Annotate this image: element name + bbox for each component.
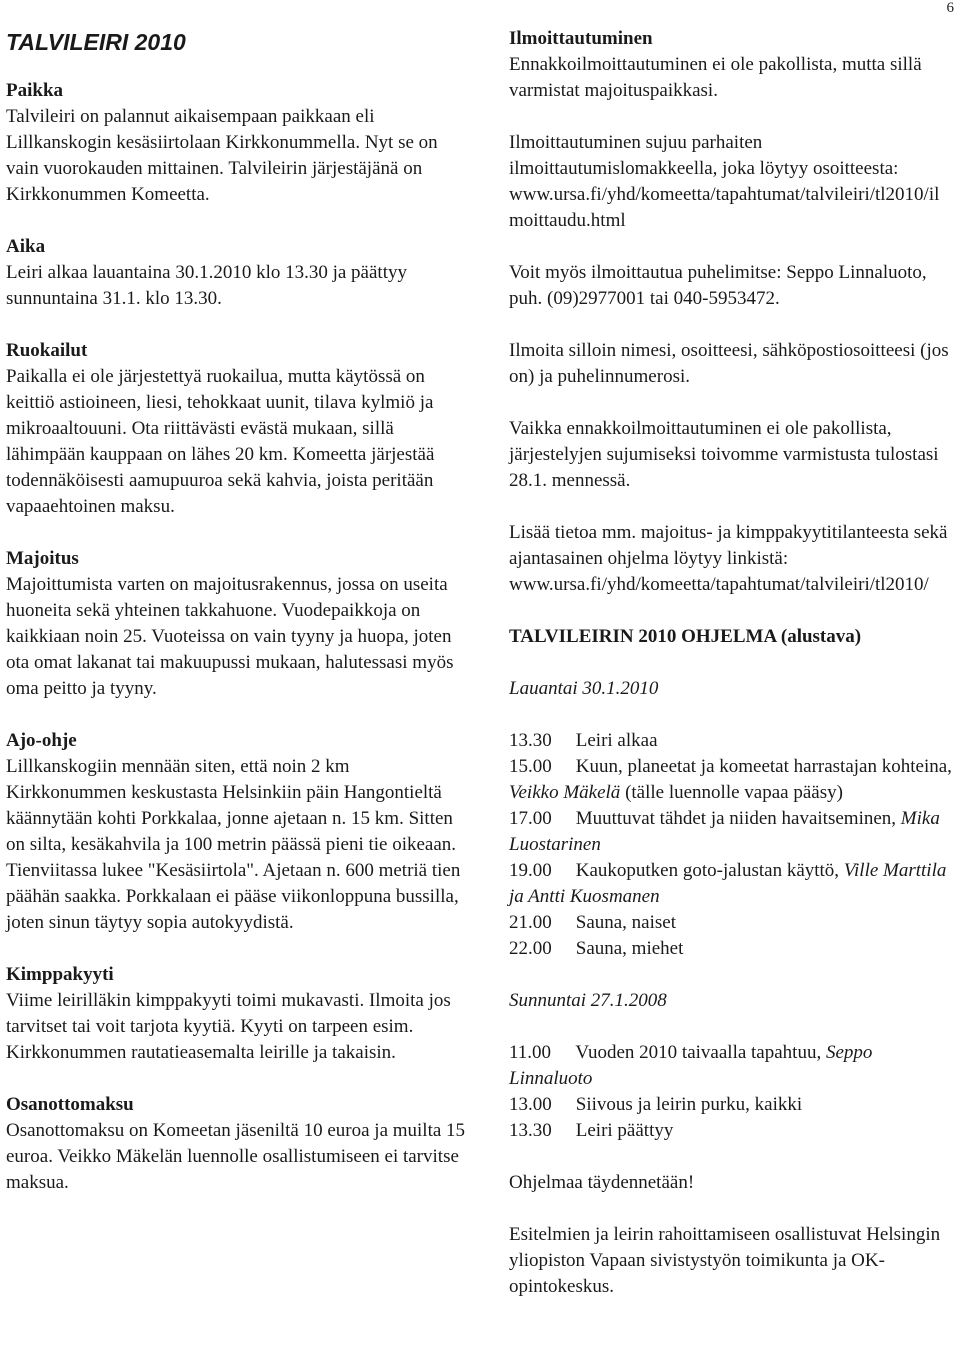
section-body: Leiri alkaa lauantaina 30.1.2010 klo 13.30 ja päättyy sunnuntaina 31.1. klo 13.30. xyxy=(6,262,407,309)
registration-phone-text: Voit myös ilmoittautua puhelimitse: Seppo Linnaluoto, puh. (09)2977001 tai 040-5953472. xyxy=(509,262,927,309)
section-ilmoittautuminen xyxy=(509,26,954,104)
registration-paragraph: Ennakkoilmoittautuminen ei ole pakollista, mutta sillä varmistat majoituspaikkasi. xyxy=(509,54,922,101)
schedule-time: 15.00 xyxy=(509,756,552,777)
schedule-time: 13.00 xyxy=(509,1094,552,1115)
sponsor-note-text: Esitelmien ja leirin rahoittamiseen osallistuvat Helsingin yliopiston Vapaan sivistystyön toimikunta ja OK-opintokeskus. xyxy=(509,1224,941,1297)
schedule-item xyxy=(509,1118,954,1144)
program-supplemented-note: Ohjelmaa täydennetään! xyxy=(509,1172,695,1193)
schedule-item xyxy=(509,858,954,910)
schedule-item xyxy=(509,1040,954,1092)
schedule-time: 13.30 xyxy=(509,730,552,751)
section-ruokailut xyxy=(6,338,468,520)
day1-schedule xyxy=(509,728,954,962)
schedule-time: 11.00 xyxy=(509,1042,552,1063)
registration-form-info xyxy=(509,130,954,234)
section-heading: Osanottomaksu xyxy=(6,1094,134,1115)
schedule-text: Muuttuvat tähdet ja niiden havaitseminen, xyxy=(575,808,897,829)
section-heading: Aika xyxy=(6,236,46,257)
section-heading: Majoitus xyxy=(6,548,79,569)
section-heading: Kimppakyyti xyxy=(6,964,114,985)
section-aika xyxy=(6,234,468,312)
schedule-text: Siivous ja leirin purku, kaikki xyxy=(575,1094,803,1115)
section-kimppakyyti xyxy=(6,962,468,1066)
schedule-item xyxy=(509,1092,954,1118)
article-title: TALVILEIRI 2010 xyxy=(6,29,186,55)
schedule-speaker: Mika Luostarinen xyxy=(509,808,940,855)
day2-title: Sunnuntai 27.1.2008 xyxy=(509,990,667,1011)
section-osanottomaksu xyxy=(6,1092,468,1196)
schedule-time: 17.00 xyxy=(509,808,552,829)
schedule-item xyxy=(509,910,954,936)
schedule-speaker: Veikko Mäkelä xyxy=(509,782,621,803)
registration-details-info xyxy=(509,338,954,390)
section-body: Osanottomaksu on Komeetan jäseniltä 10 euroa ja muilta 15 euroa. Veikko Mäkelän luennolle osallistumiseen ei tarvitse maksua. xyxy=(6,1120,466,1193)
left-column xyxy=(6,0,468,1222)
section-heading: Ilmoittautuminen xyxy=(509,28,653,49)
page-number: 6 xyxy=(946,0,954,16)
section-body: Talvileiri on palannut aikaisempaan paikkaan eli Lillkanskogin kesäsiirtolaan Kirkkonummella. Nyt se on vain vuorokauden mittainen. Talvileirin järjestäjänä on Kirkkonummen Komeetta. xyxy=(6,106,438,205)
schedule-text: Kaukoputken goto-jalustan käyttö, xyxy=(575,860,840,881)
schedule-text: Sauna, naiset xyxy=(575,912,677,933)
schedule-text: Kuun, planeetat ja komeetat harrastajan kohteina, xyxy=(575,756,952,777)
schedule-speaker: Ville Marttila ja Antti Kuosmanen xyxy=(509,860,947,907)
more-info-text: Lisää tietoa mm. majoitus- ja kimppakyytitilanteesta sekä ajantasainen ohjelma löytyy linkistä: xyxy=(509,522,948,569)
section-heading: Ruokailut xyxy=(6,340,88,361)
registration-deadline-text: Vaikka ennakkoilmoittautuminen ei ole pakollista, järjestelyjen sujumiseksi toivomme varmistusta tulostasi 28.1. mennessä. xyxy=(509,418,939,491)
section-majoitus xyxy=(6,546,468,702)
program-title: TALVILEIRIN 2010 OHJELMA (alustava) xyxy=(509,626,862,647)
more-info-url-link[interactable]: www.ursa.fi/yhd/komeetta/tapahtumat/talvileiri/tl2010/ xyxy=(509,574,929,595)
right-column xyxy=(509,0,954,1326)
registration-form-text: Ilmoittautuminen sujuu parhaiten ilmoittautumislomakkeella, joka löytyy osoitteesta: xyxy=(509,132,899,179)
schedule-note: (tälle luennolle vapaa pääsy) xyxy=(625,782,843,803)
section-body: Majoittumista varten on majoitusrakennus, jossa on useita huoneita sekä yhteinen takkahuone. Vuodepaikkoja on kaikkiaan noin 25. Vuoteissa on vain tyyny ja huopa, joten ota omat lakanat tai makuupussi mukaan, halutessasi myös oma peitto ja tyyny. xyxy=(6,574,454,699)
program-note xyxy=(509,1170,954,1196)
schedule-item xyxy=(509,936,954,962)
section-paikka xyxy=(6,78,468,208)
registration-url-link[interactable]: www.ursa.fi/yhd/komeetta/tapahtumat/talvileiri/tl2010/ilmoittaudu.html xyxy=(509,184,940,231)
registration-deadline-info xyxy=(509,416,954,494)
schedule-time: 22.00 xyxy=(509,938,552,959)
schedule-item xyxy=(509,806,954,858)
section-heading: Ajo-ohje xyxy=(6,730,77,751)
schedule-time: 13.30 xyxy=(509,1120,552,1141)
registration-phone-info xyxy=(509,260,954,312)
section-heading: Paikka xyxy=(6,80,64,101)
schedule-time: 21.00 xyxy=(509,912,552,933)
section-body: Lillkanskogiin mennään siten, että noin 2 km Kirkkonummen keskustasta Helsinkiin päin Hangontieltä käännytään kohti Porkkalaa, jonne ajetaan n. 15 km. Sitten on silta, kesäkahvila ja 100 metrin päässä pieni tie oikeaan. Tienviitassa lukee "Kesäsiirtola". Ajetaan n. 600 metriä tien päähän saakka. Porkkalaan ei pääse viikonloppuna bussilla, joten sinun täytyy sopia autokyydistä. xyxy=(6,756,461,933)
schedule-text: Sauna, miehet xyxy=(575,938,684,959)
day2-schedule xyxy=(509,1040,954,1144)
schedule-time: 19.00 xyxy=(509,860,552,881)
section-body: Paikalla ei ole järjestettyä ruokailua, mutta käytössä on keittiö astioineen, liesi, tehokkaat uunit, tilava kylmiö ja mikroaaltouuni. Ota riittävästi evästä mukaan, sillä lähimpään kauppaan on lähes 20 km. Komeetta järjestää todennäköisesti aamupuuroa sekä kahvia, joista peritään vapaaehtoinen maksu. xyxy=(6,366,435,517)
schedule-speaker: Seppo Linnaluoto xyxy=(509,1042,873,1089)
sponsor-note xyxy=(509,1222,954,1300)
schedule-text: Leiri päättyy xyxy=(575,1120,674,1141)
schedule-text: Leiri alkaa xyxy=(575,730,658,751)
section-body: Viime leirilläkin kimppakyyti toimi mukavasti. Ilmoita jos tarvitset tai voit tarjota kyytiä. Kyyti on tarpeen esim. Kirkkonummen rautatieasemalta leirille ja takaisin. xyxy=(6,990,451,1063)
schedule-item xyxy=(509,728,954,754)
more-info xyxy=(509,520,954,598)
section-ajo-ohje xyxy=(6,728,468,936)
schedule-item xyxy=(509,754,954,806)
day1-title: Lauantai 30.1.2010 xyxy=(509,678,659,699)
schedule-text: Vuoden 2010 taivaalla tapahtuu, xyxy=(575,1042,822,1063)
registration-details-text: Ilmoita silloin nimesi, osoitteesi, sähköpostiosoitteesi (jos on) ja puhelinnumerosi. xyxy=(509,340,949,387)
